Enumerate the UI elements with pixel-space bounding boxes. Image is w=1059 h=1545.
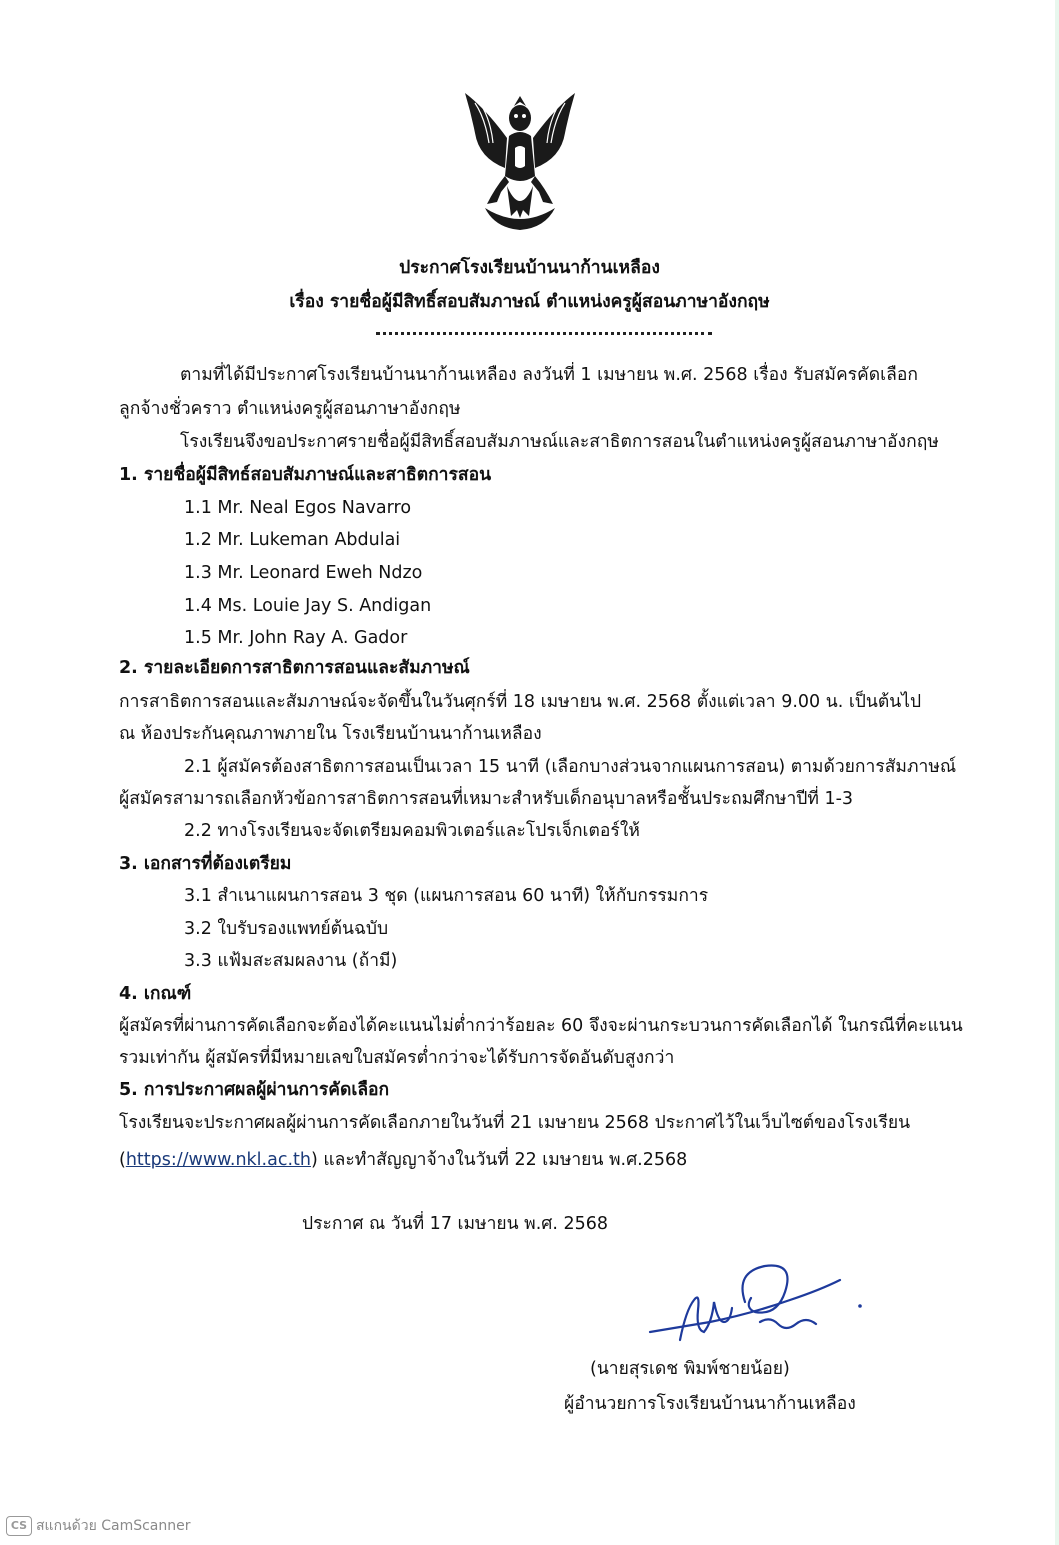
garuda-emblem-icon	[455, 78, 585, 238]
camscanner-watermark	[6, 1515, 191, 1537]
link-open-paren: (	[119, 1150, 126, 1170]
intro-line-1: ตามที่ได้มีประกาศโรงเรียนบ้านนาก้านเหลือง ลงวันที่ 1 เมษายน พ.ศ. 2568 เรื่อง รับสมัครคัดเลือก	[180, 365, 918, 385]
section-2-item-2: 2.2 ทางโรงเรียนจะจัดเตรียมคอมพิวเตอร์และโปรเจ็กเตอร์ให้	[184, 821, 640, 841]
section-5-line-2	[119, 1148, 687, 1172]
title-divider	[376, 322, 712, 335]
section-2-item-1-line-1: 2.1 ผู้สมัครต้องสาธิตการสอนเป็นเวลา 15 นาที (เลือกบางส่วนจากแผนการสอน) ตามด้วยการสัมภาษณ์	[184, 757, 957, 777]
camscanner-logo-icon: CS	[6, 1516, 32, 1536]
intro-line-3: โรงเรียนจึงขอประกาศรายชื่อผู้มีสิทธิ์สอบสัมภาษณ์และสาธิตการสอนในตำแหน่งครูผู้สอนภาษาอังกฤษ	[180, 432, 939, 452]
announcement-date: ประกาศ ณ วันที่ 17 เมษายน พ.ศ. 2568	[302, 1214, 609, 1234]
camscanner-label: สแกนด้วย CamScanner	[36, 1518, 191, 1534]
section-2-line-2: ณ ห้องประกันคุณภาพภายใน โรงเรียนบ้านนาก้านเหลือง	[119, 724, 542, 744]
section-5-line-1: โรงเรียนจะประกาศผลผู้ผ่านการคัดเลือกภายในวันที่ 21 เมษายน 2568 ประกาศไว้ในเว็บไซต์ของโรงเรียน	[119, 1113, 911, 1133]
signature-image	[640, 1262, 870, 1362]
section-5-heading: 5. การประกาศผลผู้ผ่านการคัดเลือก	[119, 1080, 390, 1100]
section-1-heading: 1. รายชื่อผู้มีสิทธ์สอบสัมภาษณ์และสาธิตการสอน	[119, 465, 492, 485]
section-2-heading: 2. รายละเอียดการสาธิตการสอนและสัมภาษณ์	[119, 658, 470, 678]
candidate-item: 1.1 Mr. Neal Egos Navarro	[184, 498, 412, 518]
document-subject: เรื่อง รายชื่อผู้มีสิทธิ์สอบสัมภาษณ์ ตำแหน่งครูผู้สอนภาษาอังกฤษ	[289, 292, 770, 312]
document-item: 3.2 ใบรับรองแพทย์ต้นฉบับ	[184, 919, 389, 939]
document-title: ประกาศโรงเรียนบ้านนาก้านเหลือง	[399, 258, 660, 278]
candidate-item: 1.2 Mr. Lukeman Abdulai	[184, 530, 401, 550]
section-4-heading: 4. เกณฑ์	[119, 984, 192, 1004]
candidate-item: 1.3 Mr. Leonard Eweh Ndzo	[184, 563, 423, 583]
signer-title: ผู้อำนวยการโรงเรียนบ้านนาก้านเหลือง	[564, 1394, 856, 1414]
document-item: 3.3 แฟ้มสะสมผลงาน (ถ้ามี)	[184, 951, 398, 971]
candidate-item: 1.4 Ms. Louie Jay S. Andigan	[184, 596, 432, 616]
intro-line-2: ลูกจ้างชั่วคราว ตำแหน่งครูผู้สอนภาษาอังกฤษ	[119, 399, 461, 419]
candidate-item: 1.5 Mr. John Ray A. Gador	[184, 628, 408, 648]
section-4-line-1: ผู้สมัครที่ผ่านการคัดเลือกจะต้องได้คะแนนไม่ต่ำกว่าร้อยละ 60 จึงจะผ่านกระบวนการคัดเลือกได้ ในกรณีที่คะแนน	[119, 1016, 963, 1036]
section-3-heading: 3. เอกสารที่ต้องเตรียม	[119, 854, 292, 874]
contract-date-text: และทำสัญญาจ้างในวันที่ 22 เมษายน พ.ศ.2568	[317, 1150, 688, 1170]
scan-edge	[1055, 0, 1059, 1545]
section-2-line-1: การสาธิตการสอนและสัมภาษณ์จะจัดขึ้นในวันศุกร์ที่ 18 เมษายน พ.ศ. 2568 ตั้งแต่เวลา 9.00 น. เป็นต้นไป	[119, 692, 922, 712]
school-website-link[interactable]: https://www.nkl.ac.th	[125, 1150, 311, 1170]
link-close-paren: )	[310, 1150, 318, 1170]
section-4-line-2: รวมเท่ากัน ผู้สมัครที่มีหมายเลขใบสมัครต่ำกว่าจะได้รับการจัดอันดับสูงกว่า	[119, 1048, 675, 1068]
document-item: 3.1 สำเนาแผนการสอน 3 ชุด (แผนการสอน 60 นาที) ให้กับกรรมการ	[184, 886, 709, 906]
signer-name: (นายสุรเดช พิมพ์ชายน้อย)	[590, 1359, 790, 1379]
section-2-item-1-line-2: ผู้สมัครสามารถเลือกหัวข้อการสาธิตการสอนที่เหมาะสำหรับเด็กอนุบาลหรือชั้นประถมศึกษาปีที่ 1-3	[119, 789, 854, 809]
